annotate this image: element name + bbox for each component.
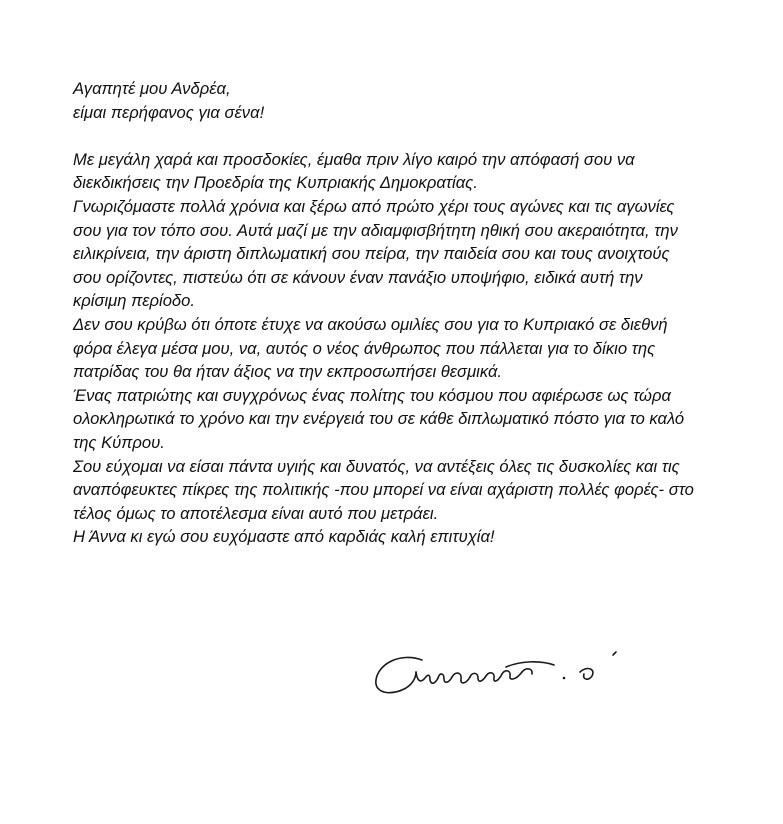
body-line: πατρίδας του θα ήταν άξιος να την εκπροσωπήσει θεσμικά.	[73, 362, 503, 382]
body-line: τέλος όμως το αποτέλεσμα είναι αυτό που μετράει.	[73, 503, 439, 523]
body-line: ειλικρίνεια, την άριστη διπλωματική σου πείρα, την παιδεία σου και τους ανοιχτούς	[73, 244, 670, 264]
body-line: κρίσιμη περίοδο.	[73, 291, 195, 311]
signature-drawing	[370, 650, 630, 710]
body-line: σου για τον τόπο σου. Αυτά μαζί με την αδιαμφισβήτητη ηθική σου ακεραιότητα, την	[73, 220, 678, 240]
body-line: Σου εύχομαι να είσαι πάντα υγιής και δυνατός, να αντέξεις όλες τις δυσκολίες και τις	[73, 456, 680, 476]
body-line: διεκδικήσεις την Προεδρία της Κυπριακής Δημοκρατίας.	[73, 173, 478, 193]
body-line: της Κύπρου.	[73, 432, 165, 452]
body-line: Η Άννα κι εγώ σου ευχόμαστε από καρδιάς καλή επιτυχία!	[73, 527, 495, 547]
letter-text	[73, 77, 763, 549]
body-line: Γνωριζόμαστε πολλά χρόνια και ξέρω από πρώτο χέρι τους αγώνες και τις αγωνίες	[73, 196, 675, 216]
body-line: φόρα έλεγα μέσα μου, να, αυτός ο νέος άνθρωπος που πάλλεται για το δίκιο της	[73, 338, 656, 358]
handwritten-signature	[370, 650, 630, 710]
body-line: αναπόφευκτες πίκρες της πολιτικής -που μπορεί να είναι αχάριστη πολλές φορές- στο	[73, 480, 694, 500]
salutation-line: Αγαπητέ μου Ανδρέα,	[73, 79, 231, 98]
body-line: σου ορίζοντες, πιστεύω ότι σε κάνουν έναν πανάξιο υποψήφιο, ειδικά αυτή την	[73, 267, 643, 287]
paragraph-gap	[73, 124, 763, 148]
body-line: Ένας πατριώτης και συγχρόνως ένας πολίτης του κόσμου που αφιέρωσε ως τώρα	[73, 385, 671, 405]
body-line: Δεν σου κρύβω ότι όποτε έτυχε να ακούσω ομιλίες σου για το Κυπριακό σε διεθνή	[73, 314, 668, 334]
body-line: ολοκληρωτικά το χρόνο και την ενέργειά του σε κάθε διπλωματικό πόστο για το καλό	[73, 409, 685, 429]
salutation	[73, 77, 763, 124]
salutation-line: είμαι περήφανος για σένα!	[73, 102, 265, 122]
letter-body	[73, 148, 763, 549]
body-line: Με μεγάλη χαρά και προσδοκίες, έμαθα πριν λίγο καιρό την απόφασή σου να	[73, 149, 635, 169]
